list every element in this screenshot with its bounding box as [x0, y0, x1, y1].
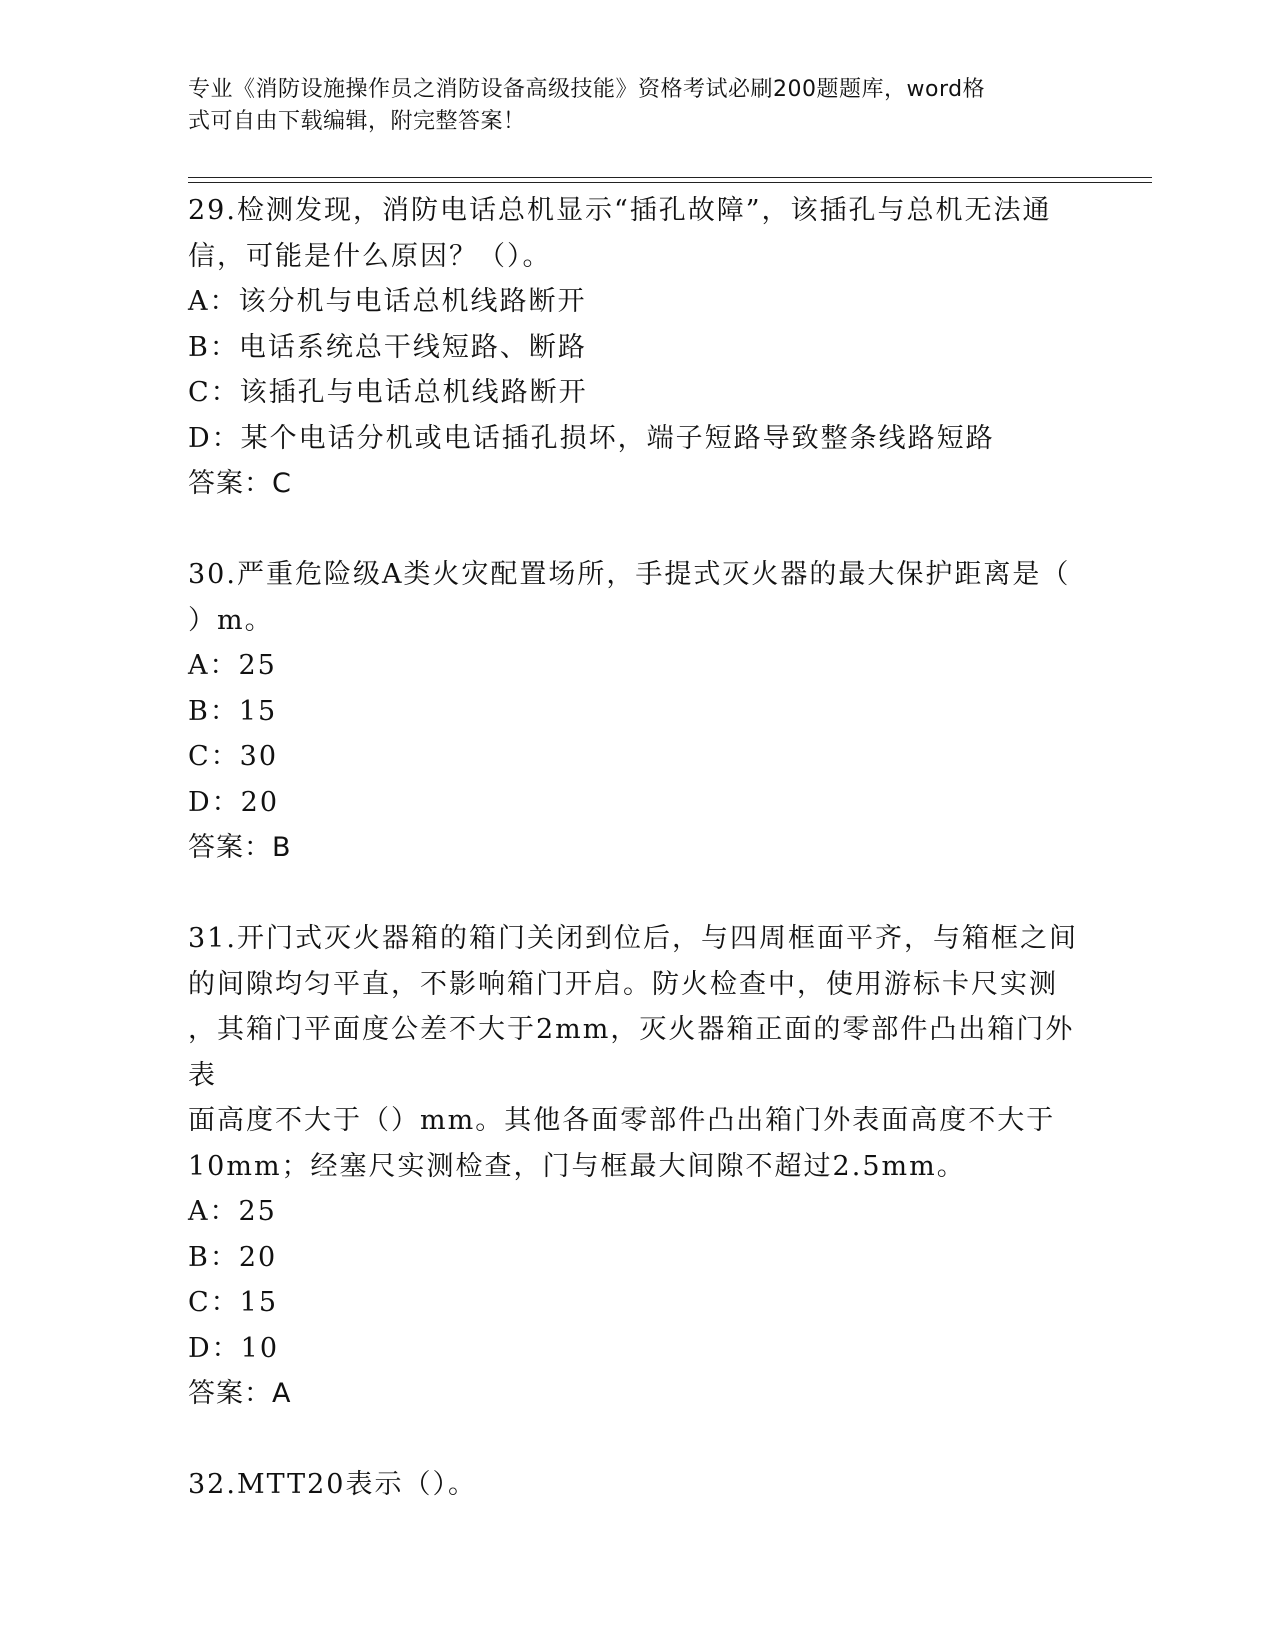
- header-line: 式可自由下载编辑，附完整答案！: [188, 109, 526, 134]
- header-divider: [188, 177, 1152, 178]
- stem-line: 32.MTT20表示（）。: [188, 1469, 477, 1500]
- spacer: [188, 871, 1088, 917]
- option-d: D：20: [188, 786, 280, 818]
- answer-text: 答案：B: [188, 832, 292, 863]
- option-a: A：25: [188, 650, 277, 681]
- stem-line: 面高度不大于（）mm。其他各面零部件凸出箱门外表面高度不大于: [188, 1105, 1056, 1136]
- spacer: [188, 1417, 1088, 1463]
- option-d: D：某个电话分机或电话插孔损坏，端子短路导致整条线路短路: [188, 422, 995, 454]
- option-d: D：10: [188, 1332, 280, 1364]
- stem-line: 信，可能是什么原因？（）。: [188, 240, 552, 272]
- answer-text: 答案：A: [188, 1378, 292, 1409]
- stem-line: 29.检测发现，消防电话总机显示“插孔故障”，该插孔与总机无法通: [188, 195, 1052, 226]
- spacer: [188, 507, 1088, 553]
- option-c: C：该插孔与电话总机线路断开: [188, 377, 588, 408]
- stem-line: ）m。: [188, 604, 274, 636]
- option-c: C：30: [188, 741, 279, 772]
- question-31: [188, 916, 1088, 1417]
- header-line: 专业《消防设施操作员之消防设备高级技能》资格考试必刷200题题库，word格: [188, 77, 986, 102]
- question-30: [188, 552, 1088, 871]
- option-a: A：25: [188, 1196, 277, 1227]
- option-b: B：15: [188, 695, 278, 727]
- stem-line: 30.严重危险级A类火灾配置场所，手提式灭火器的最大保护距离是（: [188, 559, 1071, 590]
- question-stem: [188, 552, 1088, 643]
- option-a: A：该分机与电话总机线路断开: [188, 286, 587, 317]
- stem-line: 的间隙均匀平直，不影响箱门开启。防火检查中，使用游标卡尺实测: [188, 968, 1058, 1000]
- stem-line: 31.开门式灭火器箱的箱门关闭到位后，与四周框面平齐，与箱框之间: [188, 923, 1078, 954]
- option-b: B：20: [188, 1241, 278, 1273]
- header-divider: [188, 182, 1152, 183]
- question-stem: [188, 188, 1088, 279]
- question-stem: [188, 1462, 1088, 1508]
- stem-line: ，其箱门平面度公差不大于2mm，灭火器箱正面的零部件凸出箱门外表: [188, 1014, 1075, 1091]
- question-stem: [188, 916, 1088, 1189]
- option-b: B：电话系统总干线短路、断路: [188, 331, 587, 363]
- question-29: [188, 188, 1088, 507]
- answer-text: 答案：C: [188, 468, 292, 499]
- option-c: C：15: [188, 1287, 279, 1318]
- question-list: [188, 188, 1088, 1508]
- stem-line: 10mm；经塞尺实测检查，门与框最大间隙不超过2.5mm。: [188, 1150, 966, 1182]
- question-32: [188, 1462, 1088, 1508]
- document-header: [188, 74, 1068, 138]
